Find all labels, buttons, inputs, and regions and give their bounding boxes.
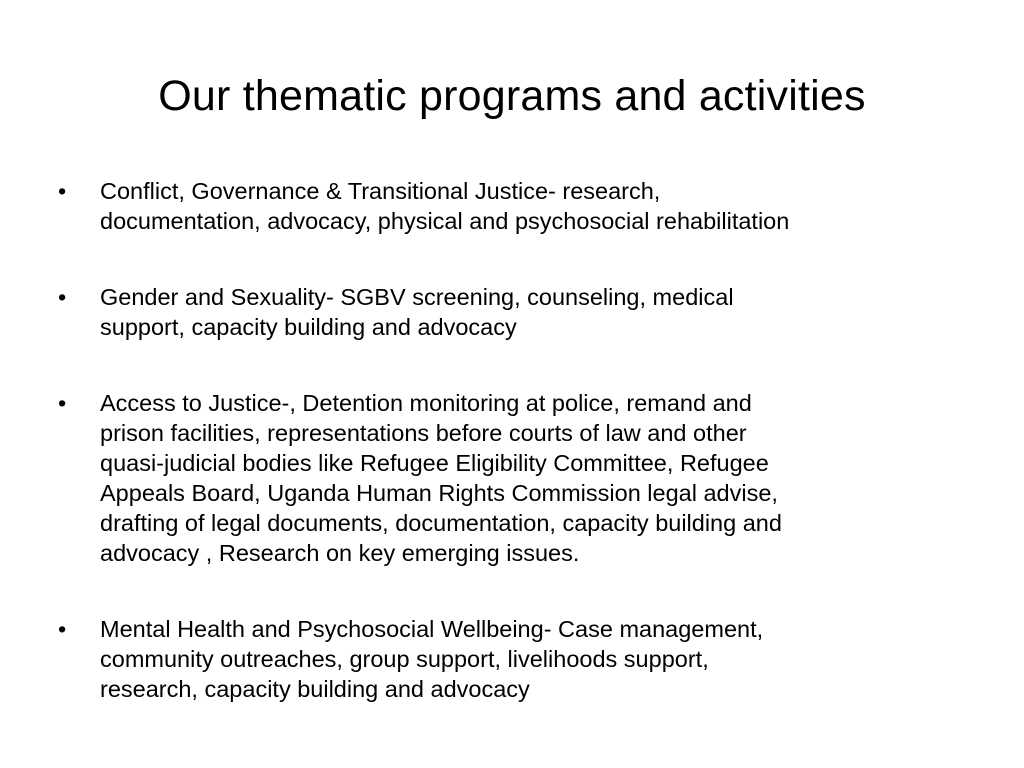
- bullet-item-access-to-justice: [56, 388, 956, 568]
- bullet-icon: •: [58, 616, 67, 642]
- bullet-text: Gender and Sexuality- SGBV screening, counseling, medical support, capacity building and advocacy: [100, 284, 734, 340]
- slide-title: Our thematic programs and activities: [158, 72, 866, 120]
- bullet-item-conflict-governance: [56, 176, 956, 236]
- bullet-icon: •: [58, 284, 67, 310]
- bullet-item-mental-health: [56, 614, 956, 704]
- bullet-list: [56, 176, 956, 704]
- bullet-text: Access to Justice-, Detention monitoring at police, remand and prison facilities, representations before courts of law and other quasi-judicial bodies like Refugee Eligibility Committee, Refugee Appeals Board, Uganda Human Rights Commission legal advise, drafting of legal documents, documentation, capacity building and advocacy , Research on key emerging issues.: [100, 390, 782, 566]
- bullet-text: Mental Health and Psychosocial Wellbeing- Case management, community outreaches, group support, livelihoods support, research, capacity building and advocacy: [100, 616, 764, 702]
- bullet-item-gender-sexuality: [56, 282, 956, 342]
- bullet-text: Conflict, Governance & Transitional Justice- research, documentation, advocacy, physical and psychosocial rehabilitation: [100, 178, 790, 234]
- bullet-icon: •: [58, 390, 67, 416]
- bullet-icon: •: [58, 178, 67, 204]
